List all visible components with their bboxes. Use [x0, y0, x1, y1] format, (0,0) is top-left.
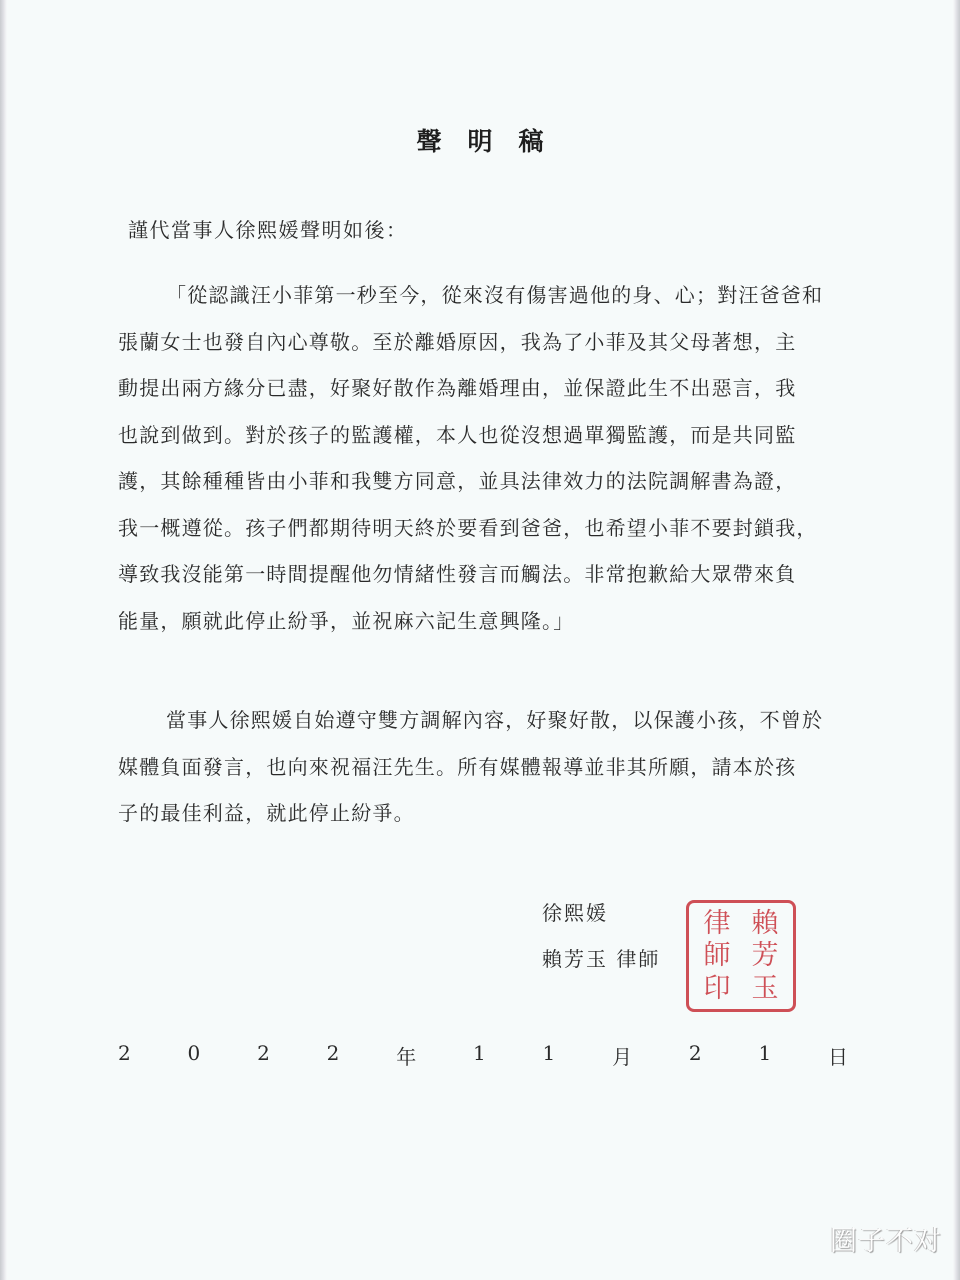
date-part: 日 [828, 1045, 848, 1069]
date-part: 年 [396, 1045, 417, 1069]
signature-client: 徐熙媛 [542, 901, 608, 925]
date-part: 1 [542, 1041, 556, 1065]
closing-paragraph [118, 697, 848, 837]
page-edge-left [0, 0, 7, 1280]
date-part: 2 [257, 1041, 270, 1065]
seal-char: 玉 [751, 973, 779, 1005]
seal-char: 印 [703, 973, 731, 1005]
seal-char: 師 [703, 940, 731, 972]
paragraph-line: 護，其餘種種皆由小菲和我雙方同意，並具法律效力的法院調解書為證， [118, 469, 797, 493]
paragraph-line: 媒體負面發言，也向來祝福汪先生。所有媒體報導並非其所願，請本於孩 [118, 754, 797, 779]
date-part: 1 [473, 1041, 486, 1065]
date-part: 月 [612, 1045, 633, 1069]
date-part: 2 [326, 1041, 340, 1065]
signature-lawyer: 賴芳玉 律師 [542, 947, 661, 971]
salutation: 謹代當事人徐熙媛聲明如後： [128, 218, 408, 242]
seal-char: 芳 [751, 940, 779, 972]
paragraph-line: 當事人徐熙媛自始遵守雙方調解內容，好聚好散，以保護小孩，不曾於 [166, 708, 824, 732]
document-date [118, 1041, 848, 1070]
paragraph-line: 張蘭女士也發自內心尊敬。至於離婚原因，我為了小菲及其父母著想，主 [118, 329, 797, 354]
document-title: 聲明稿 [416, 127, 570, 156]
date-part: 1 [758, 1041, 772, 1065]
paragraph-line: 導致我沒能第一時間提醒他勿情緒性發言而觸法。非常抱歉給大眾帶來負 [118, 562, 797, 586]
date-part: 2 [688, 1041, 702, 1065]
watermark: 圈子不对 [830, 1226, 942, 1257]
date-part: 2 [118, 1041, 131, 1065]
paragraph-line: 能量，願就此停止紛爭，並祝麻六記生意興隆。」 [118, 608, 575, 633]
seal-char: 賴 [751, 907, 779, 939]
date-part: 0 [187, 1041, 201, 1065]
paragraph-line: 子的最佳利益，就此停止紛爭。 [118, 801, 415, 825]
statement-quote-paragraph [118, 272, 848, 644]
paragraph-line: 我一概遵從。孩子們都期待明天終於要看到爸爸，也希望小菲不要封鎖我， [118, 515, 818, 540]
paragraph-line: 也說到做到。對於孩子的監護權，本人也從沒想過單獨監護，而是共同監 [118, 422, 797, 447]
paragraph-line: 動提出兩方緣分已盡，好聚好散作為離婚理由，並保證此生不出惡言，我 [118, 376, 797, 400]
lawyer-seal-stamp [686, 900, 796, 1012]
page-edge-right [953, 0, 960, 1280]
seal-char: 律 [703, 907, 731, 939]
paragraph-line: 「從認識汪小菲第一秒至今，從來沒有傷害過他的身、心；對汪爸爸和 [166, 283, 824, 307]
